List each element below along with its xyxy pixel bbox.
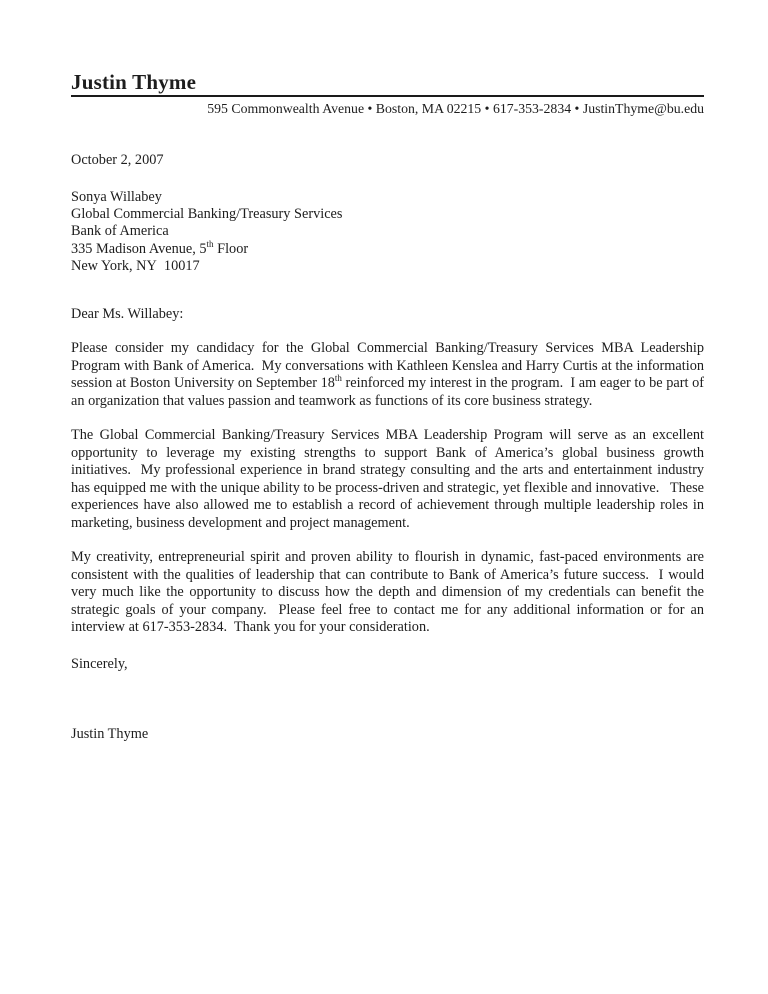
letter-date: October 2, 2007: [71, 152, 164, 168]
letterhead: [71, 70, 704, 117]
letterhead-contact-line: 595 Commonwealth Avenue • Boston, MA 02215 • 617-353-2834 • JustinThyme@bu.edu: [207, 101, 704, 116]
paragraph-1-date-ordinal: th: [334, 373, 342, 384]
recipient-street-suffix: Floor: [213, 240, 249, 257]
body-paragraph-2: The Global Commercial Banking/Treasury Services MBA Leadership Program will serve as an excellent opportunity to leverage my existing strengths to support Bank of America’s global business growth initiatives. My professional experience in brand strategy consulting and the arts and entertainment industry has equipped me with the unique ability to be process-driven and strategic, yet flexible and innovative. These experiences have also allowed me to establish a record of achievement through multiple leadership roles in marketing, business development and project management.: [71, 427, 704, 531]
recipient-department: Global Commercial Banking/Treasury Services: [71, 206, 343, 223]
recipient-street-text: 335 Madison Avenue, 5: [71, 240, 207, 257]
recipient-address-block: [71, 189, 704, 275]
recipient-street: [71, 238, 704, 258]
recipient-name: Sonya Willabey: [71, 189, 162, 205]
salutation: Dear Ms. Willabey:: [71, 306, 184, 323]
body-paragraph-3: My creativity, entrepreneurial spirit and proven ability to flourish in dynamic, fast-paced environments are consistent with the qualities of leadership that can contribute to Bank of America’s future success. I would very much like the opportunity to discuss how the depth and dimension of my credentials can benefit the strategic goals of your company. Please feel free to contact me for any additional information or for an interview at 617-353-2834. Thank you for your consideration.: [71, 549, 704, 636]
letterhead-name: Justin Thyme: [71, 70, 197, 94]
closing: Sincerely,: [71, 655, 128, 672]
body-paragraph-1: [71, 340, 704, 410]
recipient-company: Bank of America: [71, 223, 169, 240]
paragraph-1-text: Please consider my candidacy for the Global Commercial Banking/Treasury Services MBA Leadership Program with Bank of America. My conversations with Kathleen Kenslea and Harry Curtis at the information session at Boston University on September 18: [71, 340, 704, 392]
recipient-street-ordinal: th: [206, 238, 214, 249]
recipient-city-line: New York, NY 10017: [71, 257, 200, 274]
paragraph-1-text-continued: reinforced my interest in the program. I am eager to be part of an organization that values passion and teamwork as functions of its core business strategy.: [71, 375, 704, 409]
signature-name: Justin Thyme: [71, 725, 149, 742]
